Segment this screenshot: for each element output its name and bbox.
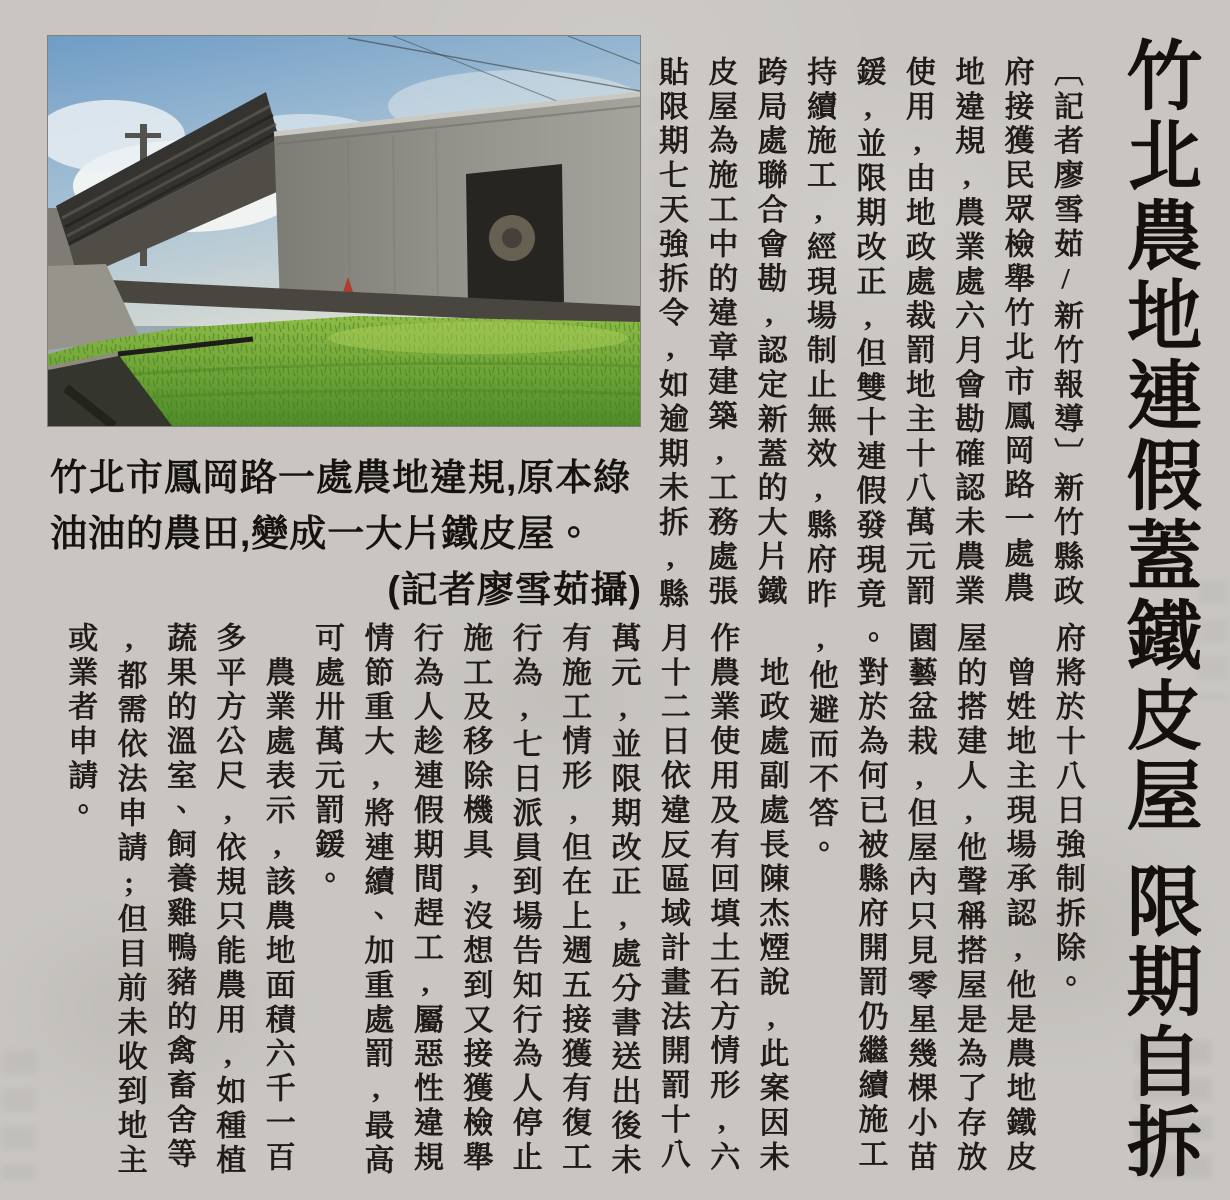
- body-text-column: 皮屋為施工中的違章建築,工務處張: [703, 56, 737, 610]
- body-text-column: 行為,七日派員到場告知行為人停止: [507, 622, 541, 1176]
- body-text-column: 萬元,並限期改正,處分書送出後未: [606, 622, 640, 1179]
- body-text-column: 園藝盆栽,但屋內只見零星幾棵小苗: [902, 622, 936, 1176]
- body-text-column: 施工及移除機具,沒想到又接獲檢舉: [458, 622, 492, 1176]
- body-text-column: 持續施工,經現場制止無效,縣府昨: [802, 56, 836, 613]
- bleed-artifact: [2, 1050, 36, 1180]
- body-text-column: 地違規,農業處六月會勘確認未農業: [950, 56, 984, 610]
- photo-caption: [50, 450, 642, 618]
- caption-line: 竹北市鳳岡路一處農地違規,原本綠: [50, 457, 632, 498]
- body-text-column: ,都需依法申請;但目前未收到地主: [112, 622, 146, 1179]
- body-text-column: 農業處表示,該農地面積六千一百: [260, 622, 294, 1176]
- headline-main: 竹北農地連假蓋鐵皮屋: [1115, 36, 1200, 836]
- body-text-column: 行為人趁連假期間趕工,屬惡性違規: [408, 622, 442, 1176]
- body-text-column: 月十二日依違反區域計畫法開罰十八: [655, 622, 689, 1173]
- article-headline: [1096, 36, 1218, 1194]
- article-photo: [48, 36, 640, 426]
- article-body-top: [644, 56, 1090, 622]
- headline-sub: 限期自拆: [1115, 862, 1200, 1182]
- body-text-column: 情節重大,將連續、加重處罰,最高: [359, 622, 393, 1179]
- body-text-column: 地政處副處長陳杰煙說,此案因未: [754, 622, 788, 1176]
- caption-line: 油油的農田,變成一大片鐵皮屋。: [50, 513, 594, 554]
- body-text-column: 多平方公尺,依規只能農用,如種植: [211, 622, 245, 1179]
- body-text-column: 或業者申請。: [63, 622, 97, 829]
- body-text-column: 使用,由地政處裁罰地主十八萬元罰: [900, 56, 934, 610]
- body-text-column: 可處卅萬元罰鍰。: [310, 622, 344, 898]
- body-text-column: 〔記者廖雪茹/新竹報導〕新竹縣政: [1049, 56, 1082, 610]
- body-text-column: ,他避而不答。: [804, 622, 838, 866]
- photo-illustration: [48, 36, 640, 426]
- body-text-column: 屋的搭建人,他聲稱搭屋是為了存放: [952, 622, 986, 1176]
- body-text-column: 曾姓地主現場承認,他是農地鐵皮: [1001, 622, 1035, 1176]
- body-text-column: 府接獲民眾檢舉竹北市鳳岡路一處農: [999, 56, 1033, 607]
- body-text-column: 府將於十八日強制拆除。: [1051, 622, 1084, 1001]
- body-text-column: 有施工情形,但在上週五接獲有復工: [557, 622, 591, 1176]
- body-text-column: 。對於為何已被縣府開罰仍繼續施工: [853, 622, 887, 1173]
- article-body-bottom: [50, 622, 1092, 1192]
- body-text-column: 蔬果的溫室、飼養雞鴨豬的禽畜舍等: [161, 622, 195, 1173]
- body-text-column: 作農業使用及有回填土石方情形,六: [705, 622, 739, 1176]
- body-text-column: 鍰,並限期改正,但雙十連假發現竟: [851, 56, 885, 613]
- body-text-column: 貼限期七天強拆令,如逾期未拆,縣: [653, 56, 687, 613]
- caption-credit: (記者廖雪茹攝): [387, 569, 642, 610]
- body-text-column: 跨局處聯合會勘,認定新蓋的大片鐵: [752, 56, 786, 610]
